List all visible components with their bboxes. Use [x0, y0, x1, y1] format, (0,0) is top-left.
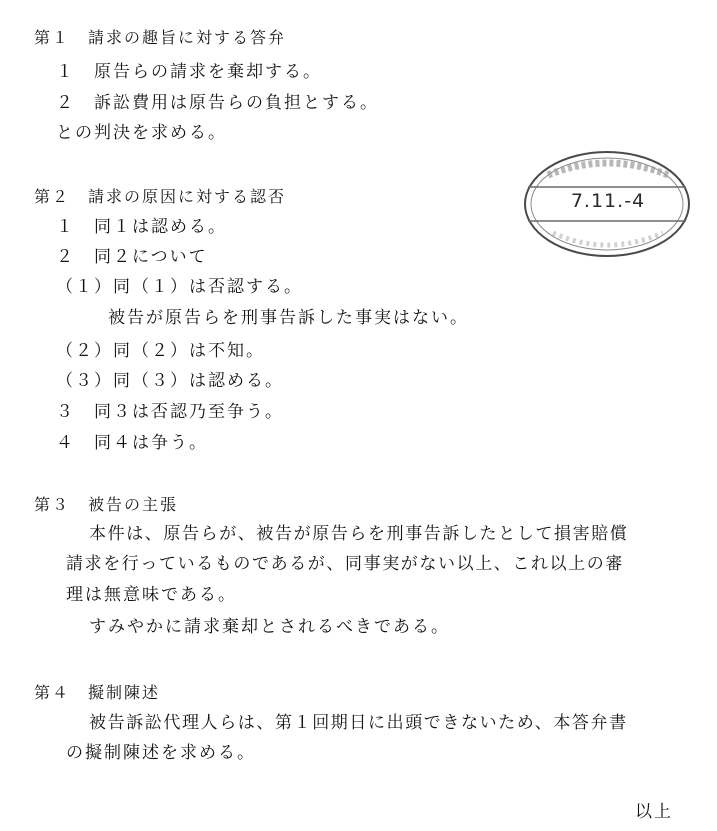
section-4-paragraph-line-1: 被告訴訟代理人らは、第１回期日に出頭できないため、本答弁書 — [89, 713, 628, 733]
section-1-item-1: １ 原告らの請求を棄却する。 — [56, 62, 322, 82]
closing-text: 以上 — [635, 802, 673, 822]
section-4-heading: 第４ 擬制陳述 — [34, 683, 161, 702]
section-1-conclusion: との判決を求める。 — [56, 123, 227, 143]
section-2-subitem-3: （３）同（３）は認める。 — [56, 371, 284, 391]
section-2-item-3: ３ 同３は否認乃至争う。 — [56, 402, 284, 422]
section-3-conclusion: すみやかに請求棄却とされるべきである。 — [89, 617, 450, 637]
section-3-paragraph-line-2: 請求を行っているものであるが、同事実がない以上、これ以上の審 — [66, 554, 624, 574]
section-2-subitem-2: （２）同（２）は不知。 — [56, 341, 265, 361]
section-3-heading: 第３ 被告の主張 — [34, 495, 179, 514]
section-2-item-2: ２ 同２について — [56, 247, 208, 267]
stamp-date: 7.11.-4 — [570, 190, 646, 212]
section-3-paragraph-line-1: 本件は、原告らが、被告が原告らを刑事告訴したとして損害賠償 — [89, 524, 629, 544]
section-2-heading: 第２ 請求の原因に対する認否 — [34, 187, 287, 206]
section-2-subitem-1-detail: 被告が原告らを刑事告訴した事実はない。 — [108, 308, 469, 328]
section-3-paragraph-line-3: 理は無意味である。 — [66, 585, 237, 605]
section-1-item-2: ２ 訴訟費用は原告らの負担とする。 — [56, 93, 379, 113]
received-stamp — [518, 145, 696, 263]
section-1-heading: 第１ 請求の趣旨に対する答弁 — [34, 28, 287, 47]
section-2-subitem-1: （１）同（１）は否認する。 — [56, 277, 303, 297]
section-2-item-4: ４ 同４は争う。 — [56, 433, 208, 453]
section-4-paragraph-line-2: の擬制陳述を求める。 — [66, 743, 256, 763]
section-2-item-1: １ 同１は認める。 — [56, 217, 227, 237]
